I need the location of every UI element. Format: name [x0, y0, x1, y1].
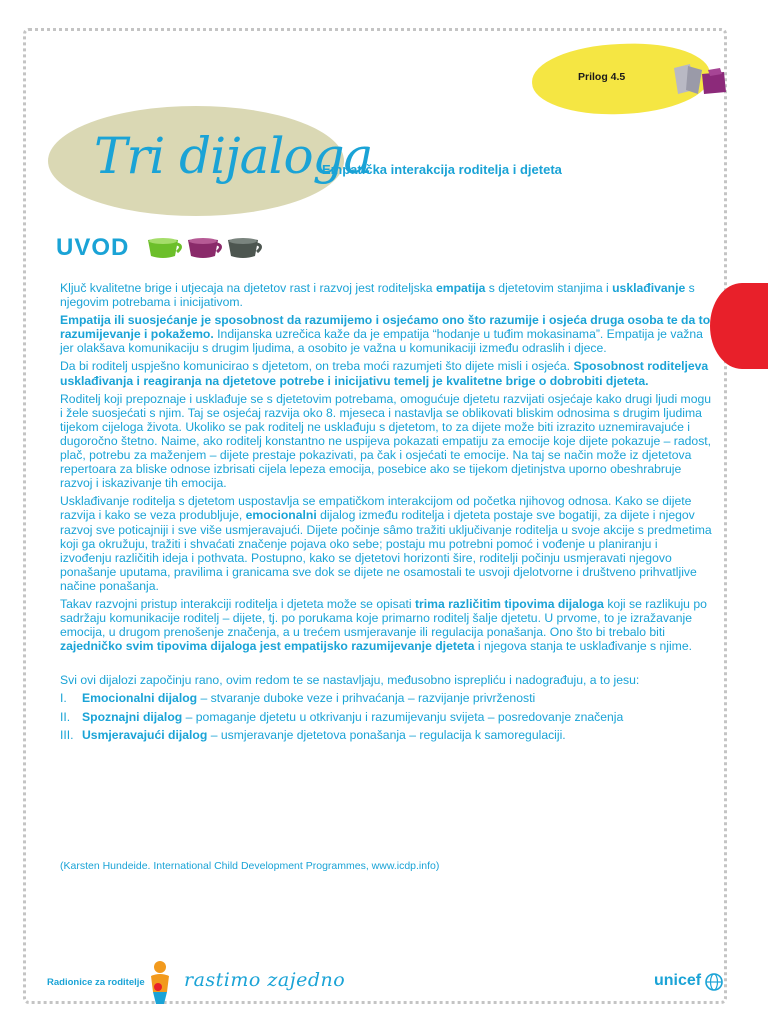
list-item — [60, 691, 712, 705]
books-icon — [668, 60, 730, 100]
text-run: s njegovim potrebama i inicijativom. — [60, 281, 695, 310]
main-content — [60, 281, 712, 746]
reference-citation: (Karsten Hundeide. International Child Development Programmes, www.icdp.info) — [60, 860, 440, 872]
bold-run: zajedničko svim tipovima dijaloga jest empatijsko razumijevanje djeteta — [60, 639, 475, 654]
bold-run: emocionalni — [245, 508, 317, 523]
list-text — [82, 728, 566, 742]
text-run: i njegova stanja te usklađivanje s njime. — [474, 639, 692, 654]
paragraph — [60, 597, 712, 653]
list-intro: Svi ovi dijalozi započinju rano, ovim redom te se nastavljaju, međusobno isprepliću i nadograđuju, a to jesu: — [60, 673, 640, 688]
dialog-name: Usmjeravajući dijalog — [82, 727, 208, 742]
bold-run: Empatija ili suosjećanje je sposobnost da razumijemo i osjećamo ono što razumije i osjeća druga osoba te da to razumijevanje i pokažemo. — [60, 313, 711, 342]
bold-run: Sposobnost roditeljeva usklađivanja i reagiranja na djetetove potrebe i inicijativu temelj je kvalitetne brige o dobrobiti djeteta. — [60, 359, 709, 388]
cups-icon — [145, 234, 265, 262]
list-item — [60, 728, 712, 742]
paragraphs — [60, 281, 712, 653]
page-title: Tri dijaloga — [94, 127, 373, 185]
paragraph — [60, 392, 712, 491]
text-run: s djetetovim stanjima i — [485, 281, 613, 295]
children-figure-icon — [146, 960, 174, 1004]
list-item — [60, 710, 712, 724]
bold-run: trima različitim tipovima dijaloga — [414, 596, 604, 611]
dialog-description: – usmjeravanje djetetova ponašanja – regulacija k samoregulaciji. — [207, 727, 566, 742]
list-text — [82, 710, 623, 724]
bold-run: usklađivanje — [612, 281, 686, 295]
section-heading: UVOD — [56, 234, 130, 261]
paragraph — [60, 494, 712, 593]
footer-label: Radionice za roditelje — [47, 977, 145, 988]
text-run: Takav razvojni pristup interakciji roditelja i djeteta može se opisati — [60, 596, 415, 611]
dialog-name: Spoznajni dijalog — [82, 709, 183, 724]
bold-run: empatija — [435, 281, 486, 295]
text-run: Da bi roditelj uspješno komunicirao s djetetom, on treba moći razumjeti što dijete misli i osjeća. — [60, 359, 574, 374]
list-number: III. — [60, 727, 74, 742]
globe-icon — [704, 972, 724, 992]
text-run: koji se razlikuju po sadržaju komunikacije roditelj – dijete, tj. po porukama koje primarno roditelj šalje djetetu. U prvome, to je izražavanje emocija, u drugom prenošenje značenja, a u trećem usmjeravanje ili regulacija ponašanja. Ono što bi trebalo biti — [60, 596, 707, 640]
paragraph — [60, 313, 712, 355]
page-subtitle: Empatička interakcija roditelja i djeteta — [322, 162, 562, 177]
list-text — [82, 691, 535, 705]
prilog-label: Prilog 4.5 — [578, 71, 626, 83]
dialog-list — [60, 691, 712, 741]
dialog-name: Emocionalni dijalog — [82, 691, 198, 706]
paragraph — [60, 281, 712, 309]
text-run: Roditelj koji prepoznaje i usklađuje se s djetetovim potrebama, omogućuje djetetu razvijati osjećaje kako drugi ljudi mogu i žele suosjećati s njim. Taj se osjećaj razvija oko 8. mjeseca i nastavlja se oblikovati bliskim odnosima s drugim ljudima tijekom cijeloga života. Ukoliko se pak roditelj ne usklađuju s djetetom, to za dijete može biti izrazito uznemiravajuće i dugoročno štetno. Naime, ako roditelj konstantno ne uspijeva pokazati empatiju za emocije koje dijete pokazuje – radost, plač, potrebu za maženjem – dijete prestaje pokazivati, pa čak i osjećati te emocije. Na taj se način može iz djetetova repertoara za bliske odnose izbrisati cijela lepeza emocija, posebice ako se tijekom djetinjstva uporno obeshrabruje razvoj i iskazivanje tih emocija. — [60, 391, 712, 491]
text-run: Indijanska uzrečica kaže da je empatija “hodanje u tuđim mokasinama”. Empatija je važna jer olakšava komunikaciju s drugim ljudima, a osobito je važna u komunikaciji između odraslih i djece. — [60, 327, 703, 356]
text-run: Ključ kvalitetne brige i utjecaja na djetetov rast i razvoj jest roditeljska — [60, 281, 436, 295]
paragraph — [60, 359, 712, 387]
text-run: dijalog između roditelja i djeteta postaje sve bogatiji, za dijete i njegov razvoj sve poticajniji i sve više usmjeravajući. Dijete počinje sâmo tražiti uključivanje roditelja u svoje akcije s predmetima koji ga okružuju, tražiti i shvaćati značenje pojava oko sebe; postaju mu potrebni pomoć i vođenje u planiranju i izvođenju različitih ideja i pothvata. Postupno, kako se djetetovi horizonti šire, roditelji počinju usmjeravati njegovo ponašanje uputama, pravilima i granicama sve dok se dijete ne osamostali te usvoji djelotvorne i društveno prihvatljive načine ponašanja. — [60, 508, 712, 593]
red-side-tab — [710, 283, 768, 369]
list-number: I. — [60, 691, 67, 706]
dialog-description: – pomaganje djetetu u otkrivanju i razumijevanju svijeta – posredovanje značenja — [182, 709, 624, 724]
footer-script-logo: rastimo zajedno — [184, 969, 346, 991]
unicef-wordmark: unicef — [654, 972, 702, 989]
list-number: II. — [60, 709, 71, 724]
text-run: Usklađivanje roditelja s djetetom uspostavlja se empatičkom interakcijom od početka njihovog odnosa. Kako se dijete razvija i kako se veza produbljuje, — [60, 494, 692, 523]
dialog-description: – stvaranje duboke veze i prihvaćanja – razvijanje privrženosti — [197, 691, 536, 706]
